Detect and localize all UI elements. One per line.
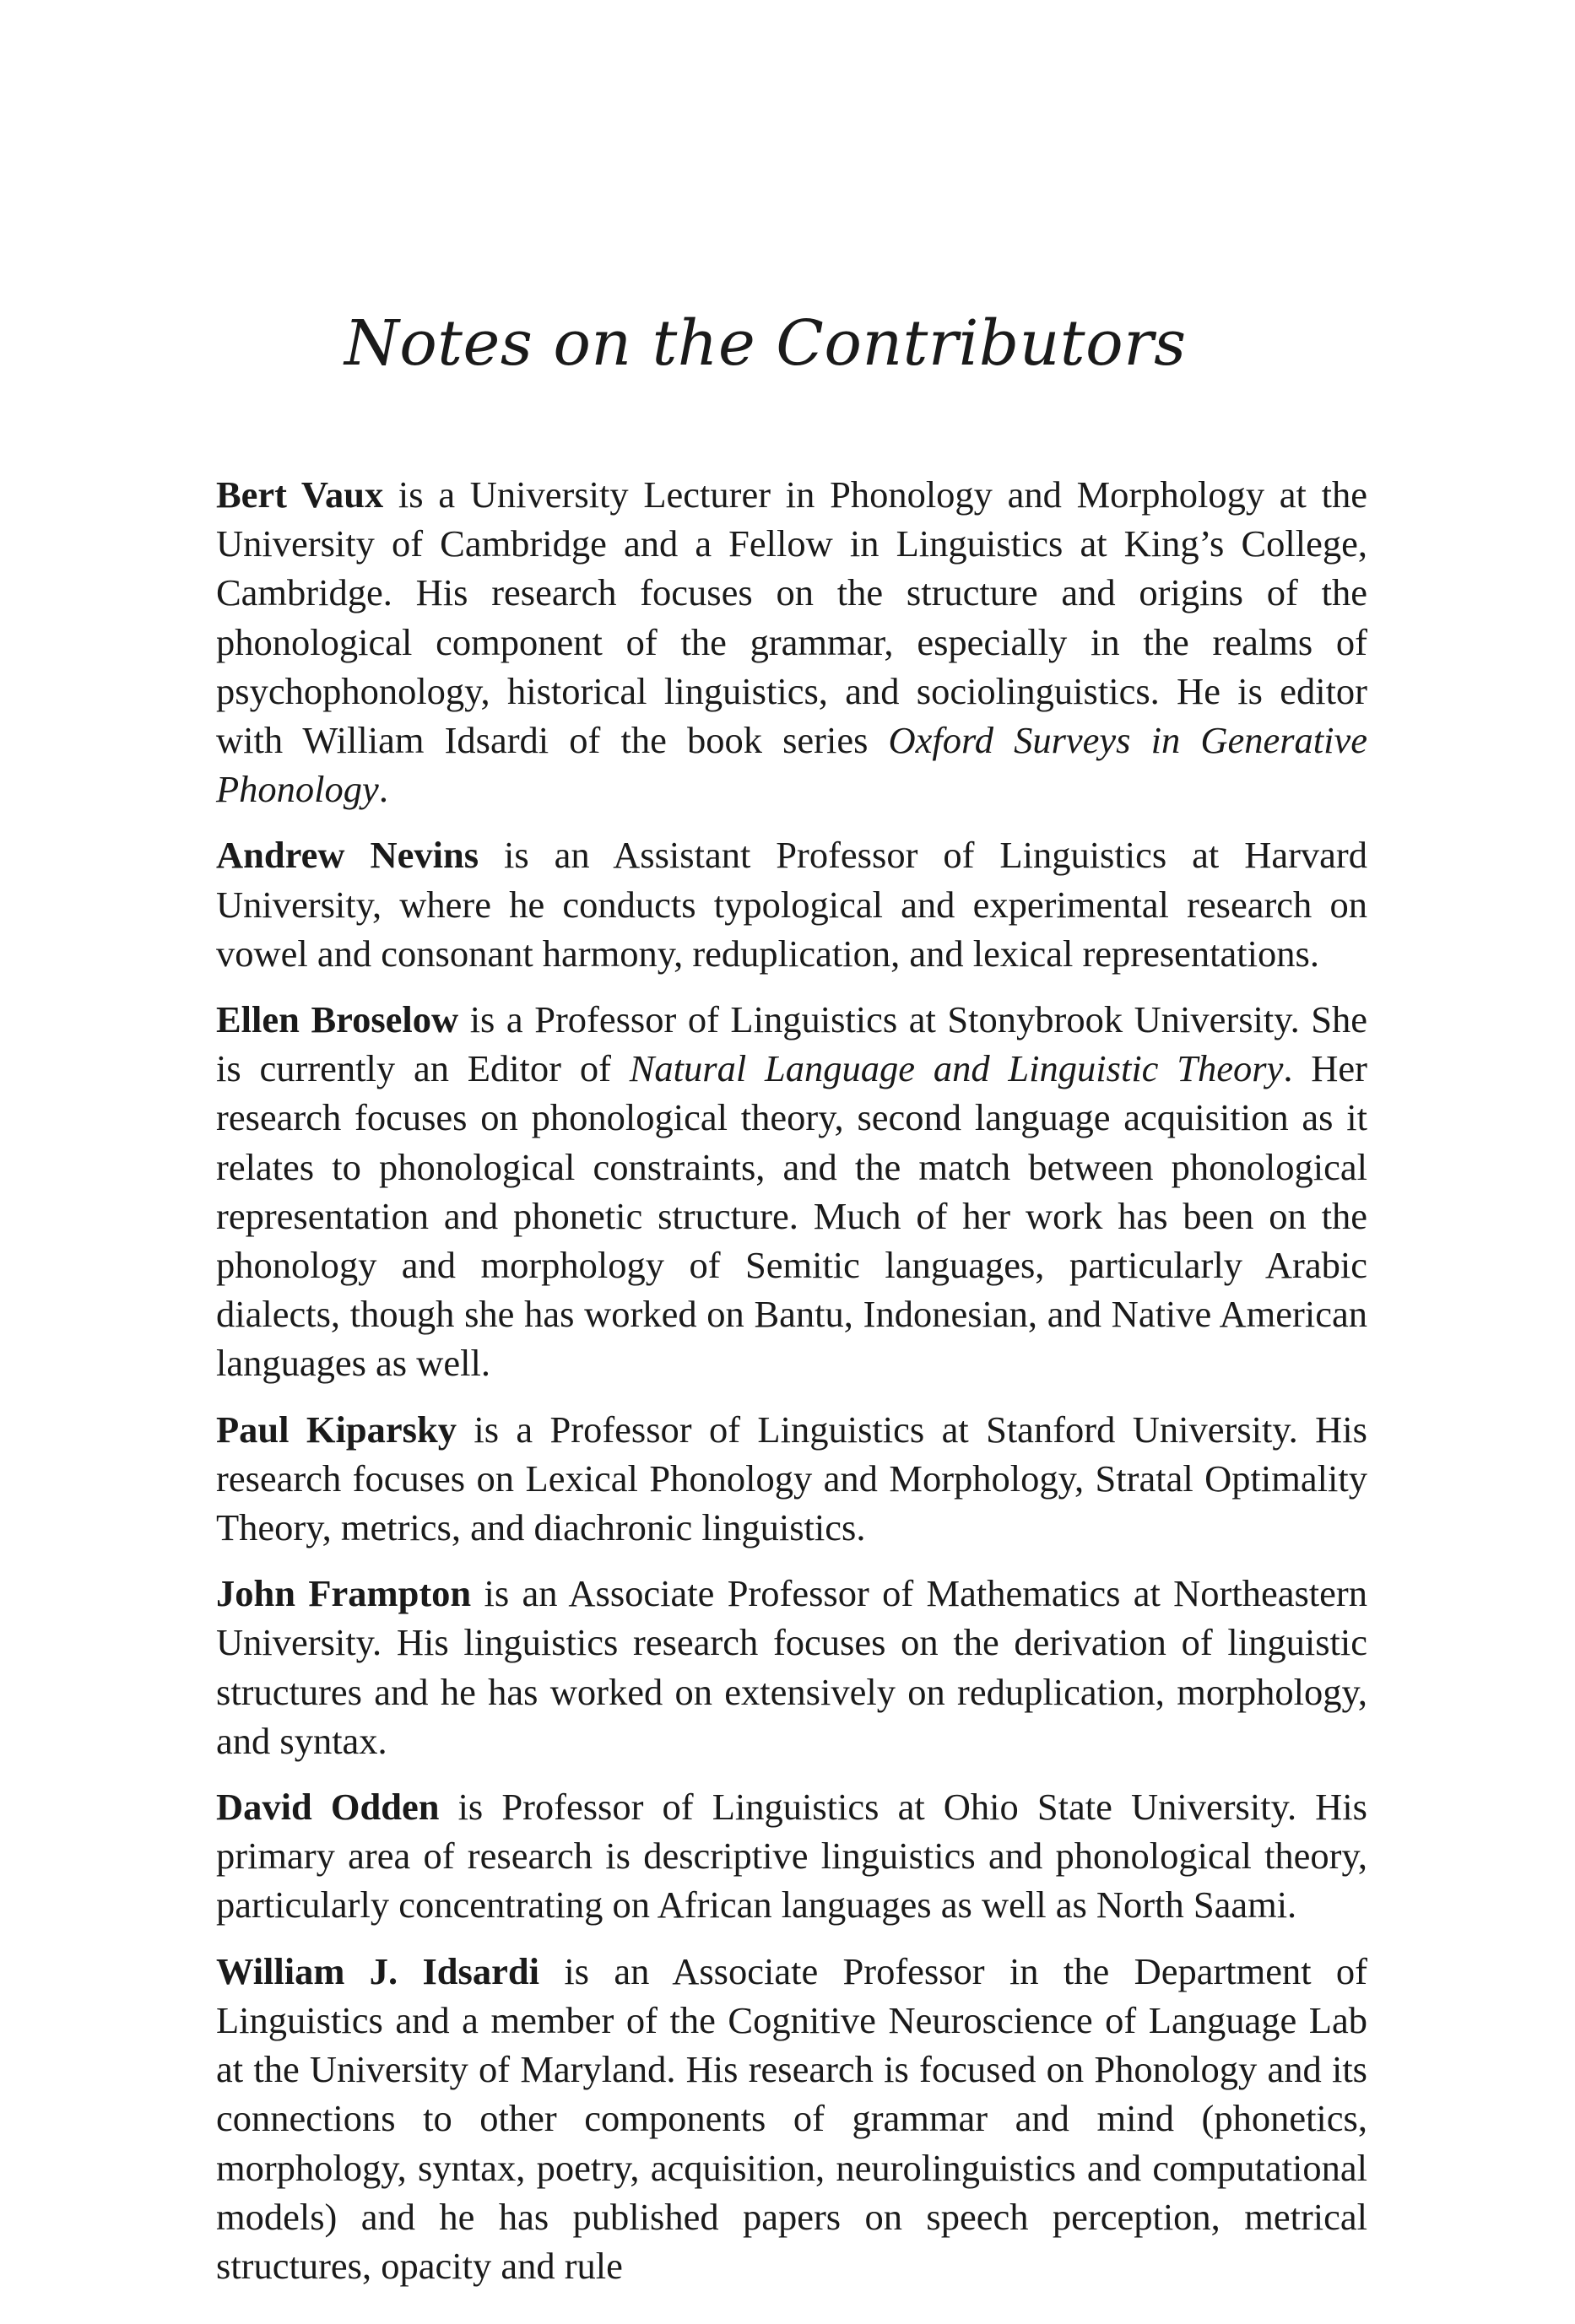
contributor-name: Bert Vaux: [216, 473, 384, 516]
contributor-bio-text: is Professor of Linguistics at Ohio State University. His primary area of research is descriptive linguistics and phonological theory, particularly concentrating on African languages as well as North Saami.: [216, 1786, 1367, 1927]
contributor-entry-vaux: [216, 470, 1367, 813]
contributor-entry-odden: [216, 1782, 1367, 1930]
contributor-bio-text: .: [378, 768, 388, 811]
contributor-entry-nevins: [216, 830, 1367, 978]
contributor-bio-text: is an Associate Professor of Mathematics at Northeastern University. His linguistics research focuses on the derivation of linguistic structures and he has worked on extensively on reduplication, morphology, and syntax.: [216, 1572, 1367, 1762]
page-title: Notes on the Contributors: [344, 307, 1187, 380]
contributor-bio-text: is a Professor of Linguistics at Stanford University. His research focuses on Lexical Phonology and Morphology, Stratal Optimality Theory, metrics, and diachronic linguistics.: [216, 1408, 1367, 1549]
journal-title: Natural Language and Linguistic Theory: [629, 1047, 1284, 1090]
contributor-bio-text: is an Assistant Professor of Linguistics at Harvard University, where he conducts typological and experimental research on vowel and consonant harmony, reduplication, and lexical representations.: [216, 834, 1367, 975]
contributor-bio-text: is a Professor of Linguistics at Stonybrook University. She is currently an Editor of: [216, 998, 1368, 1090]
book-series-title: Oxford Surveys in Generative Phonology: [216, 719, 1368, 811]
contributor-name: Andrew Nevins: [216, 834, 479, 877]
contributor-name: William J. Idsardi: [216, 1949, 539, 1992]
contributor-bio-text: . Her research focuses on phonological theory, second language acquisition as it relates to phonological constraints, and the match between phonological representation and phonetic structure. Much of her work has been on the phonology and morphology of Semitic languages, particularly Arabic dialects, though she has worked on Bantu, Indonesian, and Native American languages as well.: [216, 1047, 1367, 1385]
contributor-list: [216, 470, 1367, 2307]
contributor-name: Ellen Broselow: [216, 998, 459, 1041]
contributor-name: David Odden: [216, 1786, 440, 1829]
contributor-name: John Frampton: [216, 1572, 472, 1615]
contributor-bio-text: is a University Lecturer in Phonology and Morphology at the University of Cambridge and a Fellow in Linguistics at King’s College, Cambridge. His research focuses on the structure and origins of the phonological component of the grammar, especially in the realms of psychophonology, historical linguistics, and sociolinguistics. He is editor with William Idsardi of the book series: [216, 473, 1367, 762]
contributor-entry-broselow: [216, 995, 1367, 1388]
contributor-entry-kiparsky: [216, 1405, 1367, 1553]
contributor-entry-idsardi: [216, 1947, 1367, 2290]
contributor-name: Paul Kiparsky: [216, 1408, 457, 1451]
contributor-bio-text: is an Associate Professor in the Department of Linguistics and a member of the Cognitive Neuroscience of Language Lab at the University of Maryland. His research is focused on Phonology and its connections to other components of grammar and mind (phonetics, morphology, syntax, poetry, acquisition, neurolinguistics and computational models) and he has published papers on speech perception, metrical structures, opacity and rule: [216, 1949, 1368, 2287]
contributor-entry-frampton: [216, 1569, 1367, 1765]
